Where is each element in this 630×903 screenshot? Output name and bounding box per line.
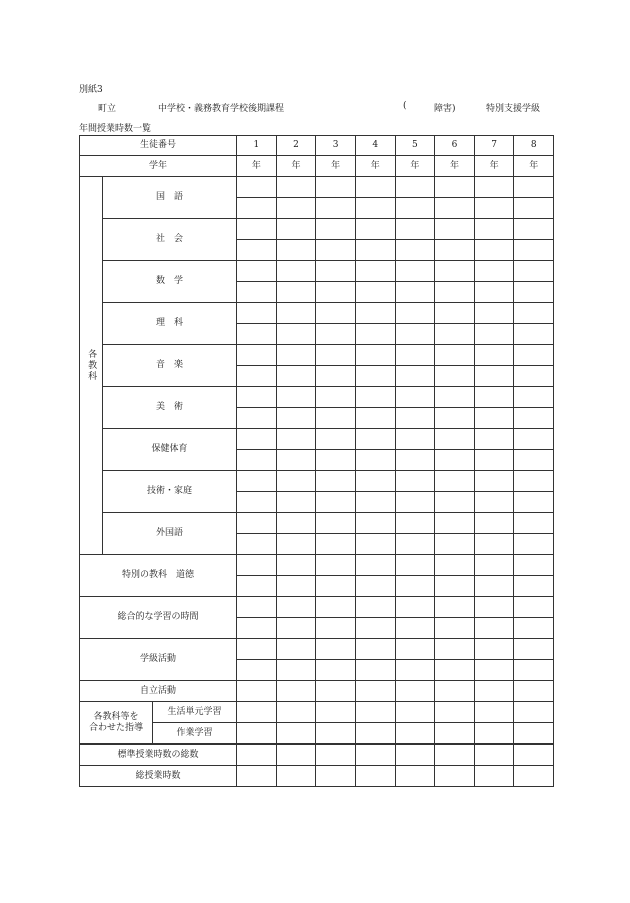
- hours-cell[interactable]: [237, 660, 277, 681]
- hours-cell[interactable]: [514, 576, 554, 597]
- hours-cell[interactable]: [237, 408, 277, 429]
- hours-cell[interactable]: [395, 240, 435, 261]
- hours-cell[interactable]: [514, 366, 554, 387]
- hours-cell[interactable]: [395, 597, 435, 618]
- hours-cell[interactable]: [435, 219, 475, 240]
- hours-cell[interactable]: [316, 534, 356, 555]
- hours-cell[interactable]: [474, 282, 514, 303]
- student-number-5: 5: [395, 136, 435, 156]
- hours-cell[interactable]: [395, 513, 435, 534]
- hours-cell[interactable]: [276, 240, 316, 261]
- hours-cell[interactable]: [237, 177, 277, 198]
- combined-item-label: 生活単元学習: [153, 702, 237, 723]
- hours-cell[interactable]: [395, 429, 435, 450]
- hours-cell[interactable]: [276, 387, 316, 408]
- hours-cell[interactable]: [316, 177, 356, 198]
- hours-cell[interactable]: [276, 324, 316, 345]
- hours-cell[interactable]: [474, 492, 514, 513]
- grade-cell: 年: [237, 156, 277, 177]
- hours-cell[interactable]: [395, 471, 435, 492]
- hours-cell[interactable]: [435, 261, 475, 282]
- hours-cell[interactable]: [474, 639, 514, 660]
- hours-cell[interactable]: [276, 471, 316, 492]
- hours-cell[interactable]: [435, 408, 475, 429]
- hours-cell[interactable]: [237, 240, 277, 261]
- total-hours-label: 総授業時数: [80, 766, 237, 787]
- hours-cell[interactable]: [435, 555, 475, 576]
- table-title: 年間授業時数一覧: [79, 124, 152, 134]
- hours-cell[interactable]: [316, 240, 356, 261]
- hours-cell[interactable]: [355, 723, 395, 745]
- hours-cell[interactable]: [355, 387, 395, 408]
- hours-cell[interactable]: [237, 282, 277, 303]
- grade-row: [80, 156, 554, 177]
- hours-cell[interactable]: [276, 534, 316, 555]
- hours-cell[interactable]: [276, 660, 316, 681]
- grade-cell: 年: [474, 156, 514, 177]
- hours-cell[interactable]: [355, 660, 395, 681]
- hours-cell[interactable]: [395, 345, 435, 366]
- integrated-study-label: 総合的な学習の時間: [80, 597, 237, 639]
- activity-row: [80, 555, 554, 576]
- hours-cell[interactable]: [355, 282, 395, 303]
- hours-cell[interactable]: [395, 576, 435, 597]
- hours-cell[interactable]: [316, 471, 356, 492]
- hours-cell[interactable]: [276, 303, 316, 324]
- hours-cell[interactable]: [237, 387, 277, 408]
- hours-cell[interactable]: [276, 723, 316, 745]
- hours-cell[interactable]: [395, 723, 435, 745]
- hours-cell[interactable]: [355, 534, 395, 555]
- moral-label: 特別の教科 道徳: [80, 555, 237, 597]
- hours-cell[interactable]: [316, 261, 356, 282]
- student-number-6: 6: [435, 136, 475, 156]
- hours-cell[interactable]: [514, 597, 554, 618]
- subject-label: 外国語: [103, 513, 237, 555]
- hours-cell[interactable]: [435, 660, 475, 681]
- hours-cell[interactable]: [355, 219, 395, 240]
- independence-activities-label: 自立活動: [80, 681, 237, 702]
- hours-cell[interactable]: [474, 240, 514, 261]
- hours-cell[interactable]: [237, 429, 277, 450]
- hours-cell[interactable]: [276, 492, 316, 513]
- subject-row: [80, 219, 554, 240]
- hours-cell[interactable]: [435, 576, 475, 597]
- hours-cell[interactable]: [435, 387, 475, 408]
- hours-cell[interactable]: [316, 387, 356, 408]
- hours-cell[interactable]: [276, 177, 316, 198]
- hours-cell[interactable]: [514, 534, 554, 555]
- subject-label: 技術・家庭: [103, 471, 237, 513]
- total-cell[interactable]: [514, 766, 554, 787]
- total-cell[interactable]: [435, 744, 475, 766]
- grade-cell: 年: [316, 156, 356, 177]
- hours-cell[interactable]: [474, 450, 514, 471]
- hours-cell[interactable]: [395, 408, 435, 429]
- student-number-7: 7: [474, 136, 514, 156]
- hours-cell[interactable]: [355, 303, 395, 324]
- hours-cell[interactable]: [435, 597, 475, 618]
- hours-cell[interactable]: [474, 555, 514, 576]
- hours-cell[interactable]: [355, 345, 395, 366]
- activity-row: [80, 639, 554, 660]
- open-paren: (: [403, 101, 407, 111]
- hours-cell[interactable]: [355, 261, 395, 282]
- hours-cell[interactable]: [514, 240, 554, 261]
- hours-cell[interactable]: [514, 324, 554, 345]
- hours-cell[interactable]: [316, 618, 356, 639]
- hours-cell[interactable]: [474, 702, 514, 723]
- independence-row: [80, 681, 554, 702]
- hours-cell[interactable]: [355, 198, 395, 219]
- hours-cell[interactable]: [474, 576, 514, 597]
- total-cell[interactable]: [237, 744, 277, 766]
- hours-cell[interactable]: [514, 723, 554, 745]
- hours-cell[interactable]: [237, 198, 277, 219]
- hours-cell[interactable]: [514, 387, 554, 408]
- hours-cell[interactable]: [514, 177, 554, 198]
- subject-label: 音 楽: [103, 345, 237, 387]
- hours-cell[interactable]: [276, 261, 316, 282]
- subject-row: [80, 429, 554, 450]
- hours-cell[interactable]: [237, 513, 277, 534]
- hours-cell[interactable]: [435, 471, 475, 492]
- hours-cell[interactable]: [276, 408, 316, 429]
- student-number-header: 生徒番号: [80, 136, 237, 156]
- standard-total-label: 標準授業時数の総数: [80, 744, 237, 766]
- hours-cell[interactable]: [435, 702, 475, 723]
- hours-cell[interactable]: [514, 282, 554, 303]
- subject-label: 美 術: [103, 387, 237, 429]
- hours-cell[interactable]: [316, 450, 356, 471]
- hours-cell[interactable]: [237, 597, 277, 618]
- hours-cell[interactable]: [435, 450, 475, 471]
- hours-cell[interactable]: [514, 513, 554, 534]
- hours-cell[interactable]: [237, 492, 277, 513]
- hours-cell[interactable]: [237, 450, 277, 471]
- hours-cell[interactable]: [237, 345, 277, 366]
- combined-label-line1: 各教科等を: [93, 712, 139, 723]
- hours-cell[interactable]: [355, 597, 395, 618]
- hours-cell[interactable]: [355, 639, 395, 660]
- hours-cell[interactable]: [395, 261, 435, 282]
- hours-cell[interactable]: [276, 618, 316, 639]
- hours-cell[interactable]: [276, 198, 316, 219]
- grade-cell: 年: [355, 156, 395, 177]
- hours-cell[interactable]: [316, 702, 356, 723]
- hours-cell[interactable]: [355, 240, 395, 261]
- subject-label: 数 学: [103, 261, 237, 303]
- hours-cell[interactable]: [316, 303, 356, 324]
- hours-cell[interactable]: [237, 261, 277, 282]
- hours-cell[interactable]: [435, 639, 475, 660]
- hours-cell[interactable]: [355, 492, 395, 513]
- total-cell[interactable]: [474, 766, 514, 787]
- hours-cell[interactable]: [435, 513, 475, 534]
- hours-cell[interactable]: [355, 681, 395, 702]
- hours-cell[interactable]: [316, 555, 356, 576]
- hours-cell[interactable]: [435, 282, 475, 303]
- subject-label: 国 語: [103, 177, 237, 219]
- hours-cell[interactable]: [474, 723, 514, 745]
- hours-cell[interactable]: [316, 324, 356, 345]
- hours-cell[interactable]: [237, 681, 277, 702]
- disability-label: 障害): [434, 104, 456, 114]
- hours-cell[interactable]: [435, 303, 475, 324]
- hours-cell[interactable]: [276, 597, 316, 618]
- hours-cell[interactable]: [316, 681, 356, 702]
- student-number-8: 8: [514, 136, 554, 156]
- hours-cell[interactable]: [395, 618, 435, 639]
- subject-label: 保健体育: [103, 429, 237, 471]
- hours-cell[interactable]: [316, 366, 356, 387]
- school-header: [98, 101, 568, 113]
- hours-cell[interactable]: [435, 429, 475, 450]
- hours-cell[interactable]: [514, 198, 554, 219]
- hours-cell[interactable]: [474, 366, 514, 387]
- hours-cell[interactable]: [355, 702, 395, 723]
- hours-cell[interactable]: [474, 660, 514, 681]
- hours-cell[interactable]: [435, 681, 475, 702]
- combined-instruction-label: [80, 702, 153, 745]
- hours-cell[interactable]: [316, 513, 356, 534]
- hours-cell[interactable]: [355, 576, 395, 597]
- class-type-label: 特別支援学級: [486, 104, 541, 114]
- combined-item-label: 作業学習: [153, 723, 237, 745]
- hours-cell[interactable]: [474, 219, 514, 240]
- hours-cell[interactable]: [435, 240, 475, 261]
- hours-cell[interactable]: [395, 450, 435, 471]
- hours-cell[interactable]: [316, 660, 356, 681]
- hours-cell[interactable]: [316, 576, 356, 597]
- grade-cell: 年: [435, 156, 475, 177]
- hours-cell[interactable]: [276, 345, 316, 366]
- hours-cell[interactable]: [276, 450, 316, 471]
- subject-row: [80, 471, 554, 492]
- hours-cell[interactable]: [355, 555, 395, 576]
- hours-cell[interactable]: [355, 513, 395, 534]
- hours-cell[interactable]: [395, 639, 435, 660]
- grade-cell: 年: [395, 156, 435, 177]
- hours-cell[interactable]: [276, 681, 316, 702]
- grade-cell: 年: [276, 156, 316, 177]
- hours-cell[interactable]: [435, 723, 475, 745]
- hours-cell[interactable]: [276, 282, 316, 303]
- hours-cell[interactable]: [316, 408, 356, 429]
- hours-cell[interactable]: [514, 681, 554, 702]
- hours-cell[interactable]: [395, 492, 435, 513]
- combined-label-line2: 合わせた指導: [88, 722, 143, 733]
- hours-cell[interactable]: [514, 408, 554, 429]
- total-cell[interactable]: [355, 744, 395, 766]
- hours-cell[interactable]: [355, 450, 395, 471]
- total-cell[interactable]: [276, 744, 316, 766]
- subject-row: [80, 303, 554, 324]
- grade-cell: 年: [514, 156, 554, 177]
- hours-cell[interactable]: [474, 261, 514, 282]
- subject-label: 社 会: [103, 219, 237, 261]
- hours-cell[interactable]: [316, 429, 356, 450]
- total-cell[interactable]: [514, 744, 554, 766]
- hours-cell[interactable]: [395, 534, 435, 555]
- total-cell[interactable]: [237, 766, 277, 787]
- hours-cell[interactable]: [316, 219, 356, 240]
- hours-cell[interactable]: [514, 429, 554, 450]
- hours-cell[interactable]: [435, 324, 475, 345]
- hours-cell[interactable]: [316, 639, 356, 660]
- total-cell[interactable]: [276, 766, 316, 787]
- hours-cell[interactable]: [316, 345, 356, 366]
- subject-label: 理 科: [103, 303, 237, 345]
- hours-cell[interactable]: [435, 177, 475, 198]
- combined-row: [80, 702, 554, 723]
- activity-row: [80, 597, 554, 618]
- hours-cell[interactable]: [474, 387, 514, 408]
- school-type-label: 中学校・義務教育学校後期課程: [158, 104, 285, 114]
- subject-row: [80, 177, 554, 198]
- subject-row: [80, 261, 554, 282]
- hours-cell[interactable]: [355, 429, 395, 450]
- hours-cell[interactable]: [474, 177, 514, 198]
- hours-cell[interactable]: [276, 219, 316, 240]
- subject-row: [80, 513, 554, 534]
- hours-cell[interactable]: [237, 576, 277, 597]
- hours-cell[interactable]: [514, 303, 554, 324]
- hours-cell[interactable]: [355, 324, 395, 345]
- hours-cell[interactable]: [237, 723, 277, 745]
- hours-cell[interactable]: [474, 471, 514, 492]
- hours-cell[interactable]: [514, 639, 554, 660]
- hours-cell[interactable]: [237, 366, 277, 387]
- hours-cell[interactable]: [514, 345, 554, 366]
- class-activities-label: 学級活動: [80, 639, 237, 681]
- hours-cell[interactable]: [474, 618, 514, 639]
- hours-cell[interactable]: [237, 471, 277, 492]
- hours-cell[interactable]: [474, 324, 514, 345]
- hours-cell[interactable]: [474, 597, 514, 618]
- standard-total-row: [80, 744, 554, 766]
- hours-cell[interactable]: [276, 576, 316, 597]
- hours-cell[interactable]: [355, 177, 395, 198]
- total-cell[interactable]: [474, 744, 514, 766]
- hours-cell[interactable]: [316, 282, 356, 303]
- hours-cell[interactable]: [395, 366, 435, 387]
- hours-cell[interactable]: [237, 324, 277, 345]
- hours-cell[interactable]: [395, 303, 435, 324]
- student-number-3: 3: [316, 136, 356, 156]
- hours-cell[interactable]: [316, 597, 356, 618]
- subjects-group-label: 各教科: [80, 177, 103, 555]
- town-label: 町立: [98, 104, 117, 114]
- hours-cell[interactable]: [474, 408, 514, 429]
- total-hours-row: [80, 766, 554, 787]
- hours-cell[interactable]: [237, 639, 277, 660]
- hours-cell[interactable]: [514, 702, 554, 723]
- hours-cell[interactable]: [435, 492, 475, 513]
- total-cell[interactable]: [395, 766, 435, 787]
- grade-header: 学年: [80, 156, 237, 177]
- hours-cell[interactable]: [276, 702, 316, 723]
- hours-cell[interactable]: [276, 555, 316, 576]
- hours-cell[interactable]: [316, 198, 356, 219]
- student-number-2: 2: [276, 136, 316, 156]
- hours-cell[interactable]: [474, 198, 514, 219]
- hours-cell[interactable]: [435, 345, 475, 366]
- hours-cell[interactable]: [237, 303, 277, 324]
- total-cell[interactable]: [355, 766, 395, 787]
- hours-cell[interactable]: [514, 261, 554, 282]
- hours-cell[interactable]: [395, 219, 435, 240]
- student-number-1: 1: [237, 136, 277, 156]
- hours-cell[interactable]: [395, 660, 435, 681]
- hours-cell[interactable]: [474, 303, 514, 324]
- hours-cell[interactable]: [276, 429, 316, 450]
- hours-cell[interactable]: [355, 618, 395, 639]
- student-number-4: 4: [355, 136, 395, 156]
- hours-cell[interactable]: [395, 177, 435, 198]
- hours-cell[interactable]: [355, 408, 395, 429]
- hours-cell[interactable]: [435, 534, 475, 555]
- hours-cell[interactable]: [474, 681, 514, 702]
- hours-cell[interactable]: [474, 534, 514, 555]
- student-number-row: [80, 136, 554, 156]
- hours-cell[interactable]: [395, 324, 435, 345]
- hours-cell[interactable]: [514, 471, 554, 492]
- hours-cell[interactable]: [395, 555, 435, 576]
- hours-cell[interactable]: [435, 366, 475, 387]
- hours-cell[interactable]: [237, 702, 277, 723]
- hours-cell[interactable]: [237, 219, 277, 240]
- hours-cell[interactable]: [435, 198, 475, 219]
- hours-cell[interactable]: [514, 618, 554, 639]
- hours-cell[interactable]: [474, 513, 514, 534]
- hours-cell[interactable]: [514, 555, 554, 576]
- hours-cell[interactable]: [474, 345, 514, 366]
- hours-cell[interactable]: [395, 198, 435, 219]
- hours-cell[interactable]: [276, 366, 316, 387]
- hours-cell[interactable]: [237, 534, 277, 555]
- hours-cell[interactable]: [514, 219, 554, 240]
- hours-cell[interactable]: [355, 366, 395, 387]
- hours-cell[interactable]: [276, 639, 316, 660]
- hours-cell[interactable]: [514, 660, 554, 681]
- document-label: 別紙3: [79, 85, 103, 95]
- hours-cell[interactable]: [395, 387, 435, 408]
- annual-hours-table: [79, 135, 554, 787]
- total-cell[interactable]: [395, 744, 435, 766]
- total-cell[interactable]: [435, 766, 475, 787]
- hours-cell[interactable]: [474, 429, 514, 450]
- hours-cell[interactable]: [395, 702, 435, 723]
- total-cell[interactable]: [316, 744, 356, 766]
- hours-cell[interactable]: [355, 471, 395, 492]
- total-cell[interactable]: [316, 766, 356, 787]
- hours-cell[interactable]: [316, 492, 356, 513]
- hours-cell[interactable]: [395, 681, 435, 702]
- hours-cell[interactable]: [276, 513, 316, 534]
- hours-cell[interactable]: [316, 723, 356, 745]
- hours-cell[interactable]: [435, 618, 475, 639]
- subject-row: [80, 387, 554, 408]
- subject-row: [80, 345, 554, 366]
- hours-cell[interactable]: [514, 492, 554, 513]
- hours-cell[interactable]: [237, 555, 277, 576]
- hours-cell[interactable]: [237, 618, 277, 639]
- hours-cell[interactable]: [395, 282, 435, 303]
- hours-cell[interactable]: [514, 450, 554, 471]
